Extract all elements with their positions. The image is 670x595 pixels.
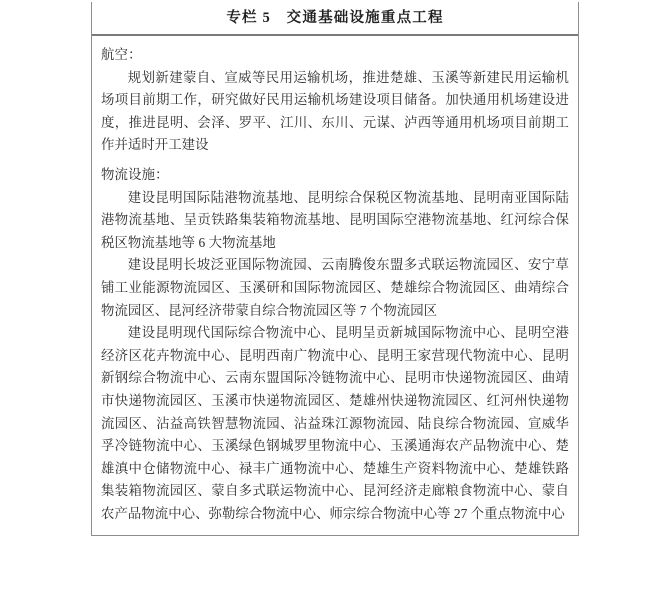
paragraph-aviation-1: 规划新建蒙自、宣威等民用运输机场，推进楚雄、玉溪等新建民用运输机场项目前期工作，研究做好民用运输机场建设项目储备。加快通用机场建设进度，推进昆明、会泽、罗平、江川、东川、元谋、泸西等通用机场项目前期工作并适时开工建设 bbox=[101, 69, 569, 153]
section-aviation bbox=[101, 44, 569, 157]
section-heading-aviation: 航空： bbox=[101, 47, 142, 62]
section-heading-logistics-facilities: 物流设施： bbox=[101, 166, 169, 182]
paragraph-logistics-parks: 建设昆明长坡泛亚国际物流园、云南腾俊东盟多式联运物流园区、安宁草铺工业能源物流园区、玉溪研和国际物流园区、楚雄综合物流园区、曲靖综合物流园区、昆河经济带蒙自综合物流园区等 7 个物流园区 bbox=[101, 257, 569, 318]
paragraph-logistics-bases: 建设昆明国际陆港物流基地、昆明综合保税区物流基地、昆明南亚国际陆港物流基地、呈贡铁路集装箱物流基地、昆明国际空港物流基地、红河综合保税区物流基地等 6 大物流基地 bbox=[101, 189, 569, 250]
callout-box bbox=[91, 2, 579, 536]
section-logistics-facilities bbox=[101, 164, 569, 526]
paragraph-logistics-centers: 建设昆明现代国际综合物流中心、昆明呈贡新城国际物流中心、昆明空港经济区花卉物流中心、昆明西南广物流中心、昆明王家营现代物流中心、昆明新钢综合物流中心、云南东盟国际冷链物流中心、昆明市快递物流园区、曲靖市快递物流园区、玉溪市快递物流园区、楚雄州快递物流园区、红河州快递物流园区、沾益高铁智慧物流园、沾益珠江源物流园、陆良综合物流园、宣威华孚冷链物流中心、玉溪绿色钢城罗里物流中心、玉溪通海农产品物流中心、楚雄滇中仓储物流中心、禄丰广通物流中心、楚雄生产资料物流中心、楚雄铁路集装箱物流园区、蒙自多式联运物流中心、昆河经济走廊粮食物流中心、蒙自农产品物流中心、弥勒综合物流中心、师宗综合物流中心等 27 个重点物流中心 bbox=[101, 325, 569, 521]
callout-box-body bbox=[92, 36, 578, 535]
page-title: 专栏 5 交通基础设施重点工程 bbox=[226, 9, 444, 26]
callout-box-header bbox=[92, 2, 578, 36]
